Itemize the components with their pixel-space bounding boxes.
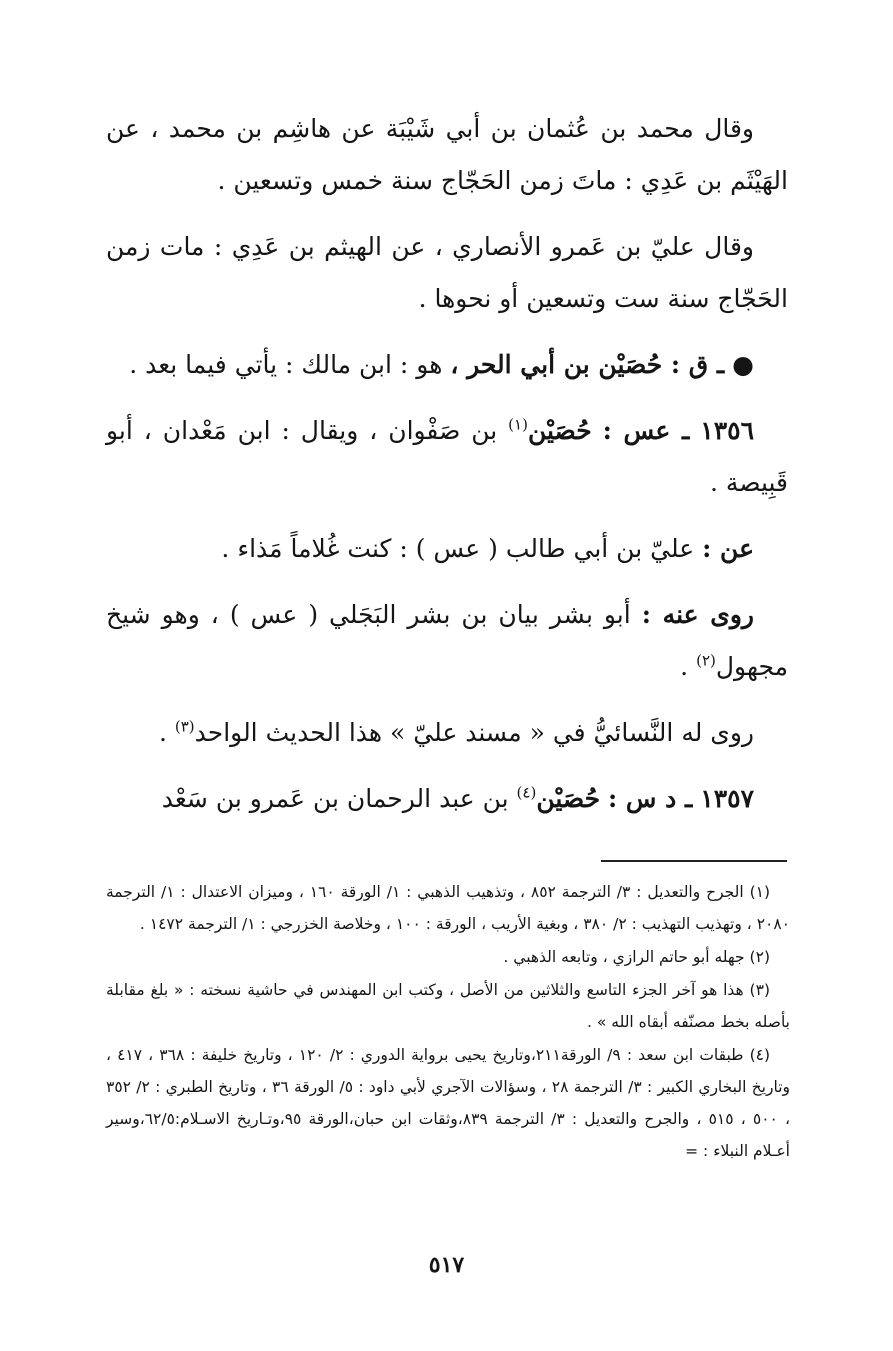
entry-ref-lead: ـ ق : حُصَيْن بن أبي الحر ، (450, 350, 725, 379)
bullet-icon: ● (732, 350, 754, 379)
entry-number: ١٣٥٦ (700, 416, 754, 445)
paragraph-death-date-2 (106, 221, 788, 325)
narrators-text: أبو بشر بيان بن بشر البَجَلي ( عس ) ، وهو شيخ مجهول (106, 600, 788, 681)
entry-rest: بن عبد الرحمان بن عَمرو بن سَعْد (161, 784, 509, 813)
main-text (106, 103, 788, 839)
entry-cross-reference (106, 339, 788, 391)
entry-name: حُصَيْن (536, 784, 601, 813)
footnote-marker: (١) (508, 415, 528, 434)
footnotes (106, 876, 790, 1168)
narrated-from-label: عن : (702, 534, 754, 563)
footnote-4: (٤) طبقات ابن سعد : ٩/ الورقة٢١١،وتاريخ يحيى برواية الدوري : ٢/ ١٢٠ ، وتاريخ خليفة : ٣٦٨ ، ٤١٧ ، وتاريخ البخاري الكبير : ٣/ الترجمة ٢٨ ، وسؤالات الآجري لأبي داود : ٥/ الورقة ٣٦ ، وتاريخ الطبري : ٢/ ٣٥٢ ، ٥٠٠ ، ٥١٥ ، والجرح والتعديل : ٣/ الترجمة ٨٣٩،وثقات ابن حبان،الورقة ٩٥،وتـاريخ الاسـلام:٦٢/٥،وسير أعـلام النبلاء : = (106, 1046, 791, 1160)
nasai-text: روى له النَّسائيُّ في « مسند عليّ » هذا الحديث الواحد (194, 718, 754, 747)
footnote-marker: (٢) (696, 651, 716, 670)
footnote-3: (٣) هذا هو آخر الجزء التاسع والثلاثين من الأصل ، وكتب ابن المهندس في حاشية نسخته : « بلغ مقابلة بأصله بخط مصنّفه أبقاه الله » . (106, 981, 790, 1031)
footnote-marker: (٣) (174, 717, 195, 736)
paragraph-death-date-1 (106, 103, 788, 207)
narrators-from-him (106, 589, 788, 693)
entry-1356 (106, 405, 788, 509)
page-number: ٥١٧ (428, 1252, 465, 1278)
paragraph-text: وقال عليّ بن عَمرو الأنصاري ، عن الهيثم بن عَدِي : مات زمن الحَجّاج سنة ست وتسعين أو نحوها . (106, 232, 788, 313)
footnote-1: (١) الجرح والتعديل : ٣/ الترجمة ٨٥٢ ، وتذهيب الذهبي : ١/ الورقة ١٦٠ ، وميزان الاعتدال : ١/ الترجمة ٢٠٨٠ ، وتهذيب التهذيب : ٢/ ٣٨٠ ، وبغية الأريب ، الورقة : ١٠٠ ، وخلاصة الخزرجي : ١/ الترجمة ١٤٧٢ . (106, 883, 790, 933)
paragraph-text: وقال محمد بن عُثمان بن أبي شَيْبَة عن هاشِم بن محمد ، عن الهَيْثَم بن عَدِي : ماتَ زمن الحَجّاج سنة خمس وتسعين . (106, 114, 788, 195)
narrated-from (106, 523, 788, 575)
entry-symbols: ـ د س : (608, 784, 693, 813)
narrated-from-text: عليّ بن أبي طالب ( عس ) : كنت غُلاماً مَذاء . (221, 534, 695, 563)
entry-symbols: ـ عس : (602, 416, 690, 445)
nasai-note (106, 707, 788, 759)
entry-ref-rest: هو : ابن مالك : يأتي فيما بعد . (129, 350, 443, 379)
footnote-2: (٢) جهله أبو حاتم الرازي ، وتابعه الذهبي . (503, 948, 770, 966)
narrators-end: . (680, 652, 697, 681)
entry-rest: بن صَفْوان ، ويقال : ابن مَعْدان ، أبو قَبِيصة . (106, 416, 788, 497)
narrators-label: روى عنه : (641, 600, 754, 629)
nasai-end: . (158, 718, 175, 747)
entry-name: حُصَيْن (527, 416, 592, 445)
entry-1357 (106, 773, 788, 825)
footnote-marker: (٤) (516, 783, 537, 802)
entry-number: ١٣٥٧ (700, 784, 754, 813)
footnote-divider (601, 860, 787, 862)
